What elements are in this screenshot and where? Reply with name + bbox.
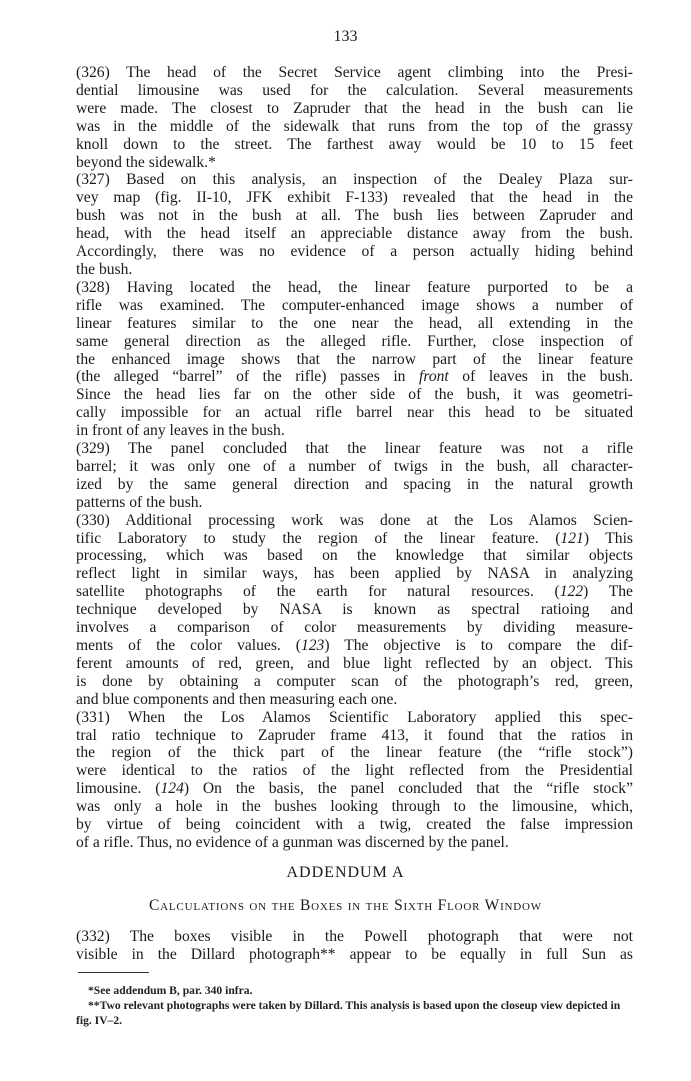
citation-reference: 121 <box>560 529 584 547</box>
text-line: vey map (fig. II-10, JFK exhibit F-133) revealed that the head in the <box>76 189 633 207</box>
text-line: patterns of the bush. <box>76 493 203 511</box>
text-line: Accordingly, there was no evidence of a person actually hiding behind <box>76 243 633 261</box>
text-line: is done by obtaining a computer scan of the photograph’s red, green, <box>76 672 633 690</box>
text-line <box>76 530 633 548</box>
footnotes <box>76 983 633 1028</box>
text-segment: satellite photographs of the earth for natural resources. ( <box>76 583 560 601</box>
text-line: (328) Having located the head, the linear feature purported to be a <box>76 278 633 296</box>
text-line: was in the middle of the sidewalk that runs from the top of the grassy <box>76 117 633 135</box>
text-line: (330) Additional processing work was done at the Los Alamos Scien- <box>76 511 633 529</box>
text-line: (331) When the Los Alamos Scientific Laboratory applied this spec- <box>76 708 633 726</box>
paragraph <box>76 171 633 278</box>
text-line: (332) The boxes visible in the Powell photograph that were not <box>76 928 633 945</box>
text-line: barrel; it was only one of a number of twigs in the bush, all character- <box>76 457 633 475</box>
text-line: cally impossible for an actual rifle barrel near this head to be situated <box>76 404 633 422</box>
text-line: (327) Based on this analysis, an inspection of the Dealey Plaza sur- <box>76 171 633 189</box>
text-line: technique developed by NASA is known as spectral ratioing and <box>76 601 633 619</box>
text-line: were identical to the ratios of the light reflected from the Presidential <box>76 762 633 780</box>
text-line: processing, which was based on the knowledge that similar objects <box>76 547 633 565</box>
page-number: 133 <box>333 28 358 45</box>
text-line: visible in the Dillard photograph** appear to be equally in full Sun as <box>76 945 633 963</box>
text-line: (326) The head of the Secret Service agent climbing into the Presi- <box>76 64 633 81</box>
text-line: in front of any leaves in the bush. <box>76 422 285 440</box>
addendum-title: ADDENDUM A <box>286 864 405 881</box>
text-line: ized by the same general direction and spacing in the natural growth <box>76 475 633 493</box>
text-line: were made. The closest to Zapruder that the head in the bush can lie <box>76 99 633 117</box>
text-segment: ) This <box>583 529 633 547</box>
text-segment: ) The objective is to compare the dif- <box>324 637 633 654</box>
paragraph <box>76 64 633 171</box>
text-segment: ments of the color values. ( <box>76 637 301 654</box>
paragraph <box>76 512 633 709</box>
text-line: the region of the thick part of the linear feature (the “rifle stock”) <box>76 744 633 762</box>
text-segment: (the alleged “barrel” of the rifle) passes in <box>76 368 420 386</box>
text-line: of a rifle. Thus, no evidence of a gunman was discerned by the panel. <box>76 833 509 851</box>
text-line: rifle was examined. The computer-enhanced image shows a number of <box>76 296 633 314</box>
text-line <box>76 780 633 798</box>
text-line: same general direction as the alleged rifle. Further, close inspection of <box>76 332 633 350</box>
text-line: dential limousine was used for the calculation. Several measurements <box>76 81 633 99</box>
citation-reference: 124 <box>160 780 184 798</box>
text-segment: ) The <box>583 583 633 601</box>
text-line: was only a hole in the bushes looking through to the limousine, which, <box>76 798 633 816</box>
text-line: by virtue of being coincident with a twig, created the false impression <box>76 816 633 834</box>
citation-reference: 122 <box>559 583 584 601</box>
footnote-divider <box>78 972 149 973</box>
citation-reference: 123 <box>300 637 325 654</box>
text-segment: limousine. ( <box>76 780 161 798</box>
text-line: Since the head lies far on the other side of the bush, it was geometri- <box>76 386 633 404</box>
text-line: involves a comparison of color measurements by dividing measure- <box>76 619 633 637</box>
text-line <box>76 637 633 655</box>
citation-reference: front <box>419 368 449 386</box>
paragraph <box>76 709 633 852</box>
text-line <box>76 583 633 601</box>
paragraph <box>76 279 633 440</box>
body-text <box>76 64 633 852</box>
addendum-subtitle: Calculations on the Boxes in the Sixth Floor Window <box>149 897 542 914</box>
text-line: and blue components and then measuring each one. <box>76 690 398 708</box>
text-line: reflect light in similar ways, has been applied by NASA in analyzing <box>76 565 633 583</box>
footnote-2: **Two relevant photographs were taken by Dillard. This analysis is based upon the closeup view depicted in fig. IV–2. <box>76 999 621 1027</box>
text-line: linear features similar to the one near the head, all extending in the <box>76 314 633 332</box>
text-segment: ) On the basis, the panel concluded that the “rifle stock” <box>183 780 633 798</box>
paragraph <box>76 440 633 512</box>
text-line: (329) The panel concluded that the linear feature was not a rifle <box>76 440 633 458</box>
text-line: tral ratio technique to Zapruder frame 413, it found that the ratios in <box>76 726 633 744</box>
text-line <box>76 368 633 386</box>
text-line: bush was not in the bush at all. The bush lies between Zapruder and <box>76 207 633 225</box>
paragraph <box>76 928 633 964</box>
text-line: ferent amounts of red, green, and blue light reflected by an object. This <box>76 654 633 672</box>
text-line: knoll down to the street. The farthest away would be 10 to 15 feet <box>76 135 633 153</box>
text-segment: of leaves in the bush. <box>448 368 633 386</box>
text-line: head, with the head itself an appreciable distance away from the bush. <box>76 225 633 243</box>
text-line: the enhanced image shows that the narrow part of the linear feature <box>76 350 633 368</box>
text-line: beyond the sidewalk.* <box>76 153 216 171</box>
footnote-1: *See addendum B, par. 340 infra. <box>88 984 253 997</box>
text-line: the bush. <box>76 260 133 278</box>
text-segment: tific Laboratory to study the region of the linear feature. ( <box>76 529 561 547</box>
addendum-body-text <box>76 928 633 964</box>
